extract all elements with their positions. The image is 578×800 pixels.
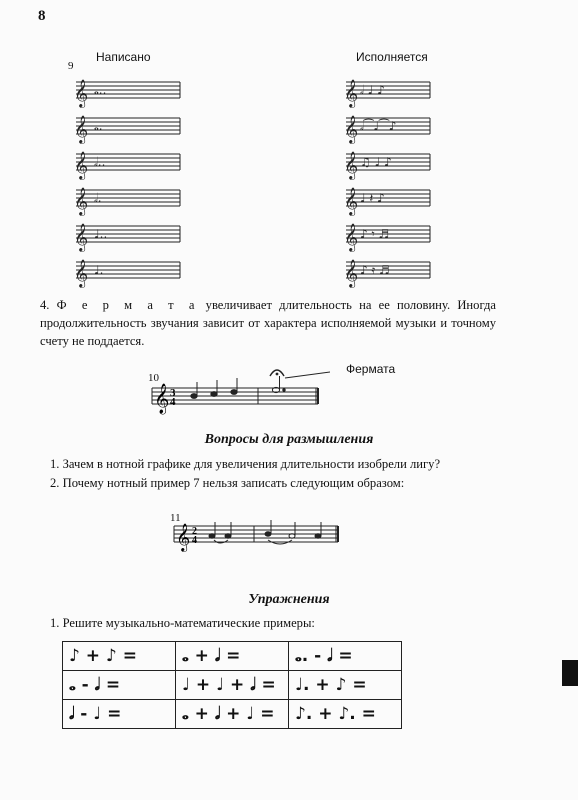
paragraph-lead: 4. bbox=[40, 298, 50, 312]
grid-cell bbox=[63, 671, 176, 700]
svg-text:𝄞: 𝄞 bbox=[176, 523, 191, 551]
svg-text:𝄞: 𝄞 bbox=[74, 151, 89, 179]
fermata-paragraph bbox=[40, 296, 496, 350]
fermata-example-staff bbox=[150, 366, 330, 416]
paragraph-text: увеличивает длительность на ее половину. Иногда продолжительность звучания зависит от характера исполняемой музыки и точному счету не поддается. bbox=[40, 298, 496, 348]
svg-text:𝅝.: 𝅝. bbox=[94, 119, 103, 133]
grid-expression: 𝅝 + 𝅗𝅥 = bbox=[182, 646, 241, 666]
example-number-11: 11 bbox=[170, 512, 181, 524]
svg-text:3: 3 bbox=[170, 387, 176, 399]
grid-expression: 𝅝 + 𝅗𝅥 + ♩ = bbox=[182, 704, 275, 724]
grid-expression: 𝅝. - 𝅗𝅥 = bbox=[295, 646, 353, 666]
grid-expression: ♪. + ♪. = bbox=[295, 704, 376, 724]
grid-row bbox=[63, 671, 402, 700]
grid-row bbox=[63, 700, 402, 729]
svg-text:𝅗𝅥⁀♩⁀♪: 𝅗𝅥⁀♩⁀♪ bbox=[360, 119, 397, 133]
grid-row bbox=[63, 642, 402, 671]
grid-expression: ♩. + ♪ = bbox=[295, 675, 367, 695]
page-number: 8 bbox=[38, 8, 46, 24]
staves-written bbox=[68, 68, 188, 290]
svg-text:𝄞: 𝄞 bbox=[74, 223, 89, 251]
svg-text:𝄞: 𝄞 bbox=[344, 151, 359, 179]
grid-cell bbox=[176, 700, 289, 729]
svg-text:𝄞: 𝄞 bbox=[154, 384, 170, 414]
grid-expression: ♪ + ♪ = bbox=[69, 646, 137, 666]
svg-text:♩..: ♩.. bbox=[94, 227, 108, 241]
grid-cell bbox=[289, 671, 402, 700]
example-number-10: 10 bbox=[148, 372, 159, 384]
grid-expression: 𝅗𝅥 - ♩ = bbox=[69, 704, 122, 724]
questions-heading: Вопросы для размышления bbox=[204, 432, 374, 447]
staves-performed bbox=[338, 68, 438, 290]
svg-text:𝄞: 𝄞 bbox=[344, 259, 359, 287]
question-1: 1. Зачем в нотной графике для увеличения длительности изобрели лигу? bbox=[50, 457, 441, 471]
grid-cell bbox=[176, 642, 289, 671]
grid-expression: 𝅝 - 𝅗𝅥 = bbox=[69, 675, 121, 695]
paragraph-term: Ф е р м а т а bbox=[56, 298, 199, 312]
svg-text:♪ 𝄿 ♬: ♪ 𝄿 ♬ bbox=[360, 263, 390, 277]
svg-text:𝄞: 𝄞 bbox=[344, 115, 359, 143]
exercises-heading: Упражнения bbox=[248, 592, 330, 607]
svg-text:2: 2 bbox=[192, 526, 197, 537]
edge-mark bbox=[562, 660, 578, 686]
fermata-label: Фермата bbox=[346, 362, 396, 376]
svg-text:4: 4 bbox=[192, 535, 197, 546]
math-grid bbox=[62, 641, 402, 729]
svg-text:♩ 𝄽 ♪: ♩ 𝄽 ♪ bbox=[360, 191, 385, 205]
svg-text:𝄞: 𝄞 bbox=[74, 259, 89, 287]
svg-text:𝄞: 𝄞 bbox=[74, 115, 89, 143]
svg-text:𝄞: 𝄞 bbox=[74, 187, 89, 215]
grid-cell bbox=[63, 642, 176, 671]
svg-text:♫ ♩ ♪: ♫ ♩ ♪ bbox=[360, 155, 392, 169]
svg-text:𝅗𝅥.: 𝅗𝅥. bbox=[94, 191, 102, 205]
svg-text:𝅗𝅥..: 𝅗𝅥.. bbox=[94, 155, 106, 169]
column-label-written: Написано bbox=[96, 50, 151, 64]
grid-cell bbox=[176, 671, 289, 700]
svg-text:𝄞: 𝄞 bbox=[344, 79, 359, 107]
grid-expression: ♩ + ♩ + 𝅗𝅥 = bbox=[182, 675, 276, 695]
example-11-staff bbox=[172, 514, 342, 556]
svg-text:𝅝..: 𝅝.. bbox=[94, 83, 107, 97]
column-label-performed: Исполняется bbox=[356, 50, 428, 64]
exercise-task: 1. Решите музыкально-математические примеры: bbox=[50, 616, 315, 630]
grid-cell bbox=[289, 700, 402, 729]
svg-text:𝄞: 𝄞 bbox=[344, 223, 359, 251]
svg-text:♪ 𝄾 ♬: ♪ 𝄾 ♬ bbox=[360, 227, 390, 241]
svg-text:𝅗𝅥 ♩ ♪: 𝅗𝅥 ♩ ♪ bbox=[360, 83, 385, 97]
example-number-9: 9 bbox=[68, 60, 74, 72]
svg-text:♩.: ♩. bbox=[94, 263, 104, 277]
question-2: 2. Почему нотный пример 7 нельзя записать следующим образом: bbox=[50, 476, 405, 490]
svg-text:𝄞: 𝄞 bbox=[74, 79, 89, 107]
grid-cell bbox=[63, 700, 176, 729]
svg-text:𝄞: 𝄞 bbox=[344, 187, 359, 215]
svg-text:4: 4 bbox=[170, 396, 176, 408]
grid-cell bbox=[289, 642, 402, 671]
